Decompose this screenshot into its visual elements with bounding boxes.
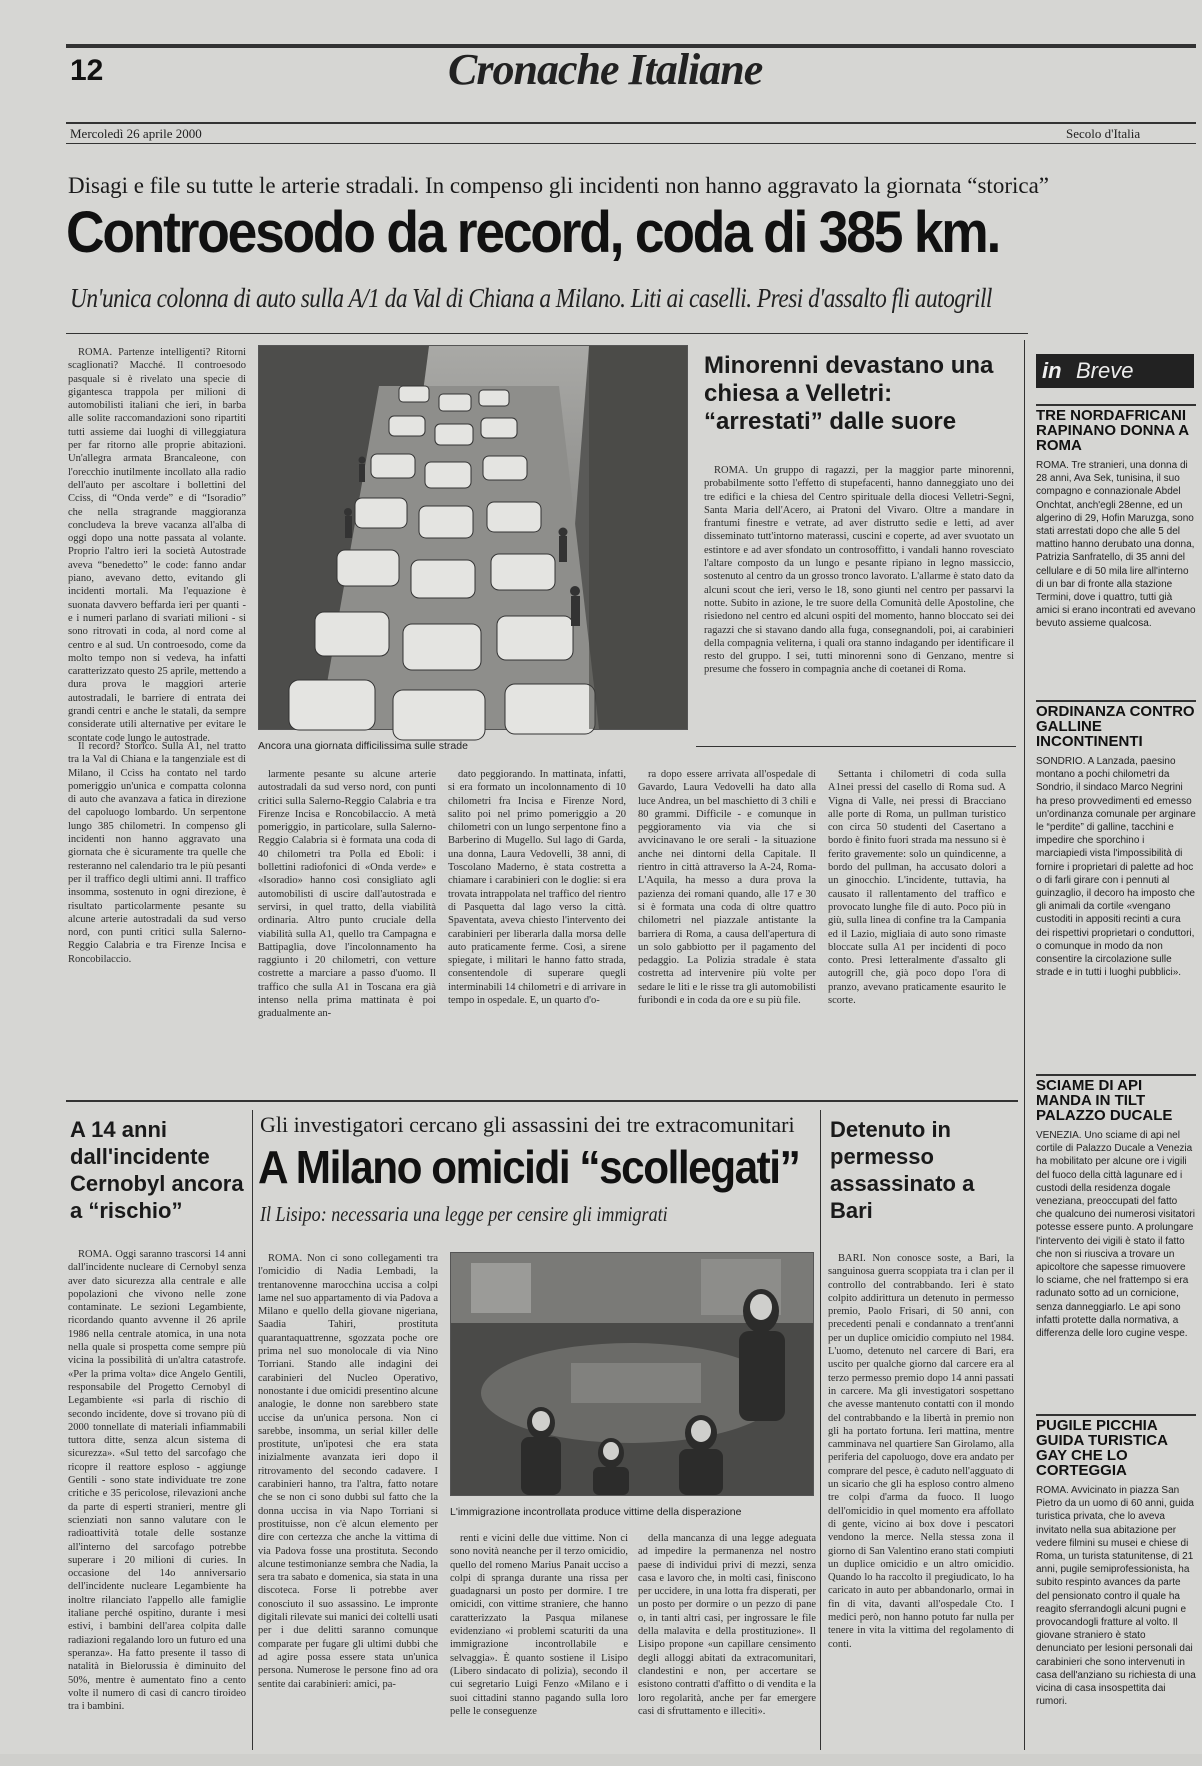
milano-col-1 xyxy=(258,1252,438,1748)
breve-item-1-rule xyxy=(1036,404,1196,406)
main-col-1-bottom xyxy=(68,740,246,1060)
velletri-body-text: ROMA. Un gruppo di ragazzi, per la maggior parte minorenni, probabilmente sotto l'effetto di stupefacenti, hanno danneggiato uno dei tre edifici e la chiesa del Centro spirituale della diocesi Velletri-Segni, Santa Maria dell'Acero, ai Pratoni del Vivaro. Oltre a mandare in frantumi finestre e vetrate, ad aver distrutto sedie e letti, ad aver disseminato tutt'intorno materassi, cuscini e coperte, ad aver svuotato un estintore e ad aver sfondato un controsoffitto, i vandali hanno rovesciato l'altare composto da un lungo e pesante ripiano in legno massiccio, sostenuto al centro da un grosso tronco lavorato. L'allarme è stato dato da alcuni scout che ieri, verso le 18, sono giunti nel centro per passarvi la notte. Subito in azione, le tre suore della Comunità delle Apostoline, che risiedono nel centro ed alcuni ospiti del momento, hanno bloccato sei dei ragazzi che si stavano dando alla fuga, consegnandoli, poi, ai carabinieri della compagnia veliterna, i quali ora stanno indagando per identificare il resto del gruppo. I sei, tutti minorenni sono di Genzano, mentre si presume che fossero in compagnia anche di coetanei di Roma. xyxy=(704,465,1014,676)
date-rule xyxy=(66,143,1196,144)
main-col-1-bottom-text: Il record? Storico. Sulla A1, nel tratto tra la Val di Chiana e la tangenziale est di Milano, il Ccìss ha contato nel tardo pomeriggio un'unica e compatta colonna di auto che avanzava a fatica in direzione del capoluogo lombardo. Un serpentone lungo 385 chilometri. In compenso gli incidenti non hanno aggravato una giornata che è sicuramente tra quelle che resteranno nel calendario tra le più pesanti per il traffico degli ultimi anni. Il traffico insomma, sostenuto in ogni direzione, è risultato particolarmente pesante su alcune arterie autostradali da sud verso nord, con punti critici sulla Salerno-Reggio Calabria e tra Firenze Incisa e Roncobilaccio. xyxy=(68,741,246,965)
cernobyl-headline: A 14 anni dall'incidente Cernobyl ancora a “rischio” xyxy=(70,1117,244,1223)
breve-item-4-headline: PUGILE PICCHIA GUIDA TURISTICA GAY CHE LO CORTEGGIA xyxy=(1036,1417,1168,1479)
sidebar-divider xyxy=(1024,340,1025,1750)
main-col-3-text: dato peggiorando. In mattinata, infatti, si era formato un incolonnamento di 10 chilometri fra Incisa e Firenze Nord, salito poi nel primo pomeriggio a 20 chilometri con un lungo serpentone fino a Barberino di Mugello. Sul lago di Garda, una donna, Laura Vedovelli, 38 anni, di Toscolano Maderno, è stata costretta a chiamare i carabinieri con le doglie: si era trovata intrappolata nel traffico del rientro di Pasquetta dal lago verso la città. Spaventata, aveva chiesto l'intervento dei carabinieri per liberarla dalla morsa delle auto praticamente ferme. Così, a sirene spiegate, i militari le hanno fatto strada, consentendole di superare quegli interminabili 14 chilometri e di arrivare in tempo in ospedale. E, un quarto d'o- xyxy=(448,769,626,1007)
breve-item-2-body: SONDRIO. A Lanzada, paesino montano a pochi chilometri da Sondrio, il sindaco Marco Negrini ha preso provvedimenti ed emesso un'ordinanza comunale per arginare le “perdite” di galline, tacchini e impedire che sporchino i marciapiedi vista l'impossibilità di fornire i proprietari di palette ad hoc o di farli girare con i pennuti al guinzaglio, il decoro ha imposto che gli animali da cortile «vengano custoditi in appositi recinti a cura dei rispettivi proprietari o conduttori, o comunque in modo da non consentire la circolazione sulle strade e in tutti i luoghi pubblici». xyxy=(1036,756,1196,979)
main-col-4 xyxy=(638,768,816,1060)
main-col-5-text: Settanta i chilometri di coda sulla A1nei pressi del casello di Roma sud. A Vigna di Valle, nei pressi di Bracciano alle porte di Roma, un pullman turistico con circa 50 studenti del Casertano a bordo è finito fuori strada ma nessuno si è ferito gravemente: solo un quindicenne, a bordo del pullman, ha accusato dolori a un ginocchio. L'incidente, tuttavia, ha causato il rallentamento del traffico e provocato lunghe file di auto. Poco più in giù, sulla linea di confine tra la Campania ed il Lazio, migliaia di auto sono rimaste bloccate sulla A1 per incidenti di poco conto. Presi letteralmente d'assalto gli autogrill che, già poco dopo l'ora di pranzo, avevano praticamente esaurito le scorte. xyxy=(828,769,1006,1007)
subhead-rule xyxy=(66,333,1028,334)
traffic-photo-caption: Ancora una giornata difficilissima sulle strade xyxy=(258,740,468,752)
immigrants-photo-caption: L'immigrazione incontrollata produce vittime della disperazione xyxy=(450,1506,742,1518)
velletri-body xyxy=(704,464,1014,736)
breve-item-1-headline: TRE NORDAFRICANI RAPINANO DONNA A ROMA xyxy=(1036,407,1189,454)
page-number: 12 xyxy=(70,54,104,87)
in-breve-label-in: in xyxy=(1042,358,1062,383)
paper-name: Secolo d'Italia xyxy=(1066,126,1141,141)
section-title: Cronache Italiane xyxy=(448,45,763,94)
main-headline: Controesodo da record, coda di 385 km. xyxy=(66,200,1000,265)
bari-headline: Detenuto in permesso assassinato a Bari xyxy=(830,1117,975,1223)
milano-col-2-text: renti e vicini delle due vittime. Non ci sono novità neanche per il terzo omicidio, quello del romeno Marius Panait ucciso a colpi di spranga durante una rissa per guadagnarsi un posto per dormire. I tre omicidi, con vittime straniere, che hanno caratterizzato la Pasqua milanese evidenziano «i problemi scaturiti da una immigrazione incontrollabile e selvaggia». È quanto sostiene il Lisipo (Libero sindacato di polizia), secondo il cui segretario Luigi Fenzo «Milano e i suoi cittadini stanno pagando sulla loro pelle le conseguenze xyxy=(450,1533,628,1717)
main-col-2-text: larmente pesante su alcune arterie autostradali da sud verso nord, con punti critici sulla Salerno-Reggio Calabria e tra Firenze Incisa e Roncobilaccio. A metà pomeriggio, in particolare, sulla Salerno-Reggio Calabria si è formata una coda di 40 chilometri tra Polla ed Eboli: i bollettini radiofonici di «Onda verde» e «Isoradio» hanno così consigliato agli automobilisti di uscire dall'autostrada e servirsi, in quel tratto, della viabilità ordinaria. Altro punto cruciale della viabilità sulla A1, quello tra Campagna e Battipaglia, dove l'incolonnamento ha raggiunto i 20 chilometri, con vetture costrette a marciare a passo d'uomo. Il traffico che sulla A1 in Toscana era già intenso nella prima mattinata è poi gradualmente an- xyxy=(258,769,436,1020)
main-subhead: Un'unica colonna di auto sulla A/1 da Val di Chiana a Milano. Liti ai caselli. Presi d'assalto fli autogrill xyxy=(70,283,992,313)
bari-divider xyxy=(820,1110,821,1750)
milano-col-2 xyxy=(450,1532,628,1748)
immigrants-photo xyxy=(450,1252,814,1496)
milano-col-3 xyxy=(638,1532,816,1748)
milano-kicker: Gli investigatori cercano gli assassini dei tre extracomunitari xyxy=(260,1112,795,1137)
main-col-1-top-text: ROMA. Partenze intelligenti? Ritorni scaglionati? Macché. Il controesodo pasquale si è rivelato una specie di gigantesca trappola per milioni di automobilisti italiani che ieri, in barba alle solite raccomandazioni sono ripartiti tutti assieme dai luoghi di villeggiatura per far ritorno alle proprie abitazioni. Un'allegra armata Brancaleone, con l'orecchio inutilmente incollato alla radio dell'auto per ascoltare i bollettini del Cciss, di “Onda verde” e di “Isoradio” che nella stragrande maggioranza concludeva la breve vacanza all'alba di oggi dopo una notte passata al volante. Proprio l'altro ieri la società Autostrade aveva “benedetto” le code: fanno andar piano, avevano detto, evitando gli incidenti mortali. Ma l'equazione è suonata davvero beffarda ieri per quanti - e i numeri parlano di svariati milioni - si sono ritrovati in coda, al nord come al centro e al sud. Un controesodo, come da molto tempo non si vedeva, ha infatti caratterizzato questo 25 aprile, mettendo a dura prova le maggiori arterie autostradali, le barriere di entrata dei grandi centri e anche le statali, da sempre considerate utili alternative per evitare le scontate code lungo le autostrade. xyxy=(68,347,246,744)
main-kicker: Disagi e file su tutte le arterie stradali. In compenso gli incidenti non hanno aggravato la giornata “storica” xyxy=(68,173,1049,198)
velletri-rule xyxy=(696,746,1016,747)
bari-body-text: BARI. Non conosce soste, a Bari, la sanguinosa guerra scoppiata tra i clan per il controllo del contrabbando. Ieri è stato colpito addirittura un detenuto in permesso premio, Paolo Frisari, di 50 anni, con precedenti penali e condannato a trent'anni per un duplice omicidio compiuto nel 1984. L'uomo, detenuto nel carcere di Bari, era uscito per qualche giorno dal carcere era al terzo permesso premio dopo 14 anni passati in carcere. Ma gli investigatori sospettano che avesse mantenuto contatti con il mondo del contrabbando e la libertà in premio non gli ha portato fortuna. Ieri mattina, mentre camminava nel quartiere San Girolamo, alla periferia del capoluogo, dove era andato per comprare del pesce, è caduto nell'agguato di un sicario che gli ha esploso contro almeno tre colpi d'arma da fuoco. Il luogo dell'omicidio in quel momento era affollato di gente, vicino ai box dove i pescatori vendono la merce. Nella stessa zona il giorno di San Valentino erano stati compiuti un duplice omicidio e un altro omicidio. Quando lo ha raccolto il pregiudicato, lo ha caricato in auto per abbandonarlo, ormai in fin di vita, davanti all'ospedale Cto. I medici però, non hanno potuto far nulla per tenere in vita la vittima del regolamento di conti. xyxy=(828,1253,1014,1650)
main-col-4-text: ra dopo essere arrivata all'ospedale di Gavardo, Laura Vedovelli ha dato alla luce Andrea, un bel maschietto di 3 chili e 80 grammi. Difficile - e comunque in peggioramento via via che si avvicinavano le ore serali - la situazione anche nei dintorni della Capitale. Il rientro in città attraverso la A-24, Roma-L'Aquila, ha messo a dura prova la pazienza dei romani quando, alle 17 e 30 si è formata una coda di oltre quattro chilometri nel piazzale antistante la barriera di Roma, a causa dell'apertura di un solo gabbiotto per il pagamento del pedaggio. La Polizia stradale è stata costretta ad intervenire più volte per sedare le liti e le risse tra gli automobilisti furibondi e in coda da ore e su più file. xyxy=(638,769,816,1007)
breve-item-1 xyxy=(1036,404,1196,685)
lower-section-rule xyxy=(66,1100,1018,1102)
breve-item-4-body: ROMA. Avvicinato in piazza San Pietro da un uomo di 60 anni, guida turistica privata, che lo aveva invitato nella sua abitazione per vedere filmini su musei e chiese di Roma, un turista statunitense, di 21 anni, pugile semiprofessionista, ha subito respinto avances da parte del pensionato contro il quale ha reagito sferrandogli alcuni pugni e provocandogli fratture al volto. Il giovane straniero è stato denunciato per lesioni personali dai carabinieri che sono intervenuti in casa dell'anziano su richiesta di una vicina di casa insospettita dai rumori. xyxy=(1036,1485,1196,1708)
breve-item-4-rule xyxy=(1036,1414,1196,1416)
breve-item-2-rule xyxy=(1036,700,1196,702)
main-col-2 xyxy=(258,768,436,1060)
velletri-headline: Minorenni devastano una chiesa a Velletri: “arrestati” dalle suore xyxy=(704,352,994,435)
issue-date: Mercoledì 26 aprile 2000 xyxy=(70,126,202,141)
breve-item-3-rule xyxy=(1036,1074,1196,1076)
masthead-rule xyxy=(66,122,1196,124)
main-col-3 xyxy=(448,768,626,1060)
milano-col-3-text: della mancanza di una legge adeguata ad impedire la permanenza nel nostro paese di individui privi di mezzi, senza casa e lavoro che, in molti casi, finiscono per uccidere, in una lotta fra disperati, per un posto per dormire o un pezzo di pane o, in tanti altri casi, per ingrossare le file della malavita e della prostituzione». Il Lisipo propone «un capillare censimento degli alloggi abitati da extracomunitari, clandestini e non, per accertare se esistono contratti d'affitto o di vendita e la loro regolarità, anche per far emergere casi di sfruttamento e illeciti». xyxy=(638,1533,816,1717)
breve-item-3-body: VENEZIA. Uno sciame di api nel cortile di Palazzo Ducale a Venezia ha mobilitato per alcune ore i vigili del fuoco della città lagunare ed i custodi della residenza dogale veneziana, preoccupati del fatto che qualcuno dei numerosi visitatori potesse essere punto. A prolungare l'intervento dei vigili è stato il fatto che non si riusciva a trovare un apicoltore che sapesse rimuovere lo sciame, che nel frattempo si era radunato sotto ad un cornicione, senza danneggiarlo. Le api sono infatti protette dalla normativa, a differenza delle loro cugine vespe. xyxy=(1036,1130,1195,1340)
cernobyl-body xyxy=(68,1248,246,1748)
breve-item-2-headline: ORDINANZA CONTRO GALLINE INCONTINENTI xyxy=(1036,703,1195,750)
traffic-photo xyxy=(258,345,688,730)
milano-subhead: Il Lisipo: necessaria una legge per censire gli immigrati xyxy=(260,1202,668,1226)
breve-item-3-headline: SCIAME DI API MANDA IN TILT PALAZZO DUCALE xyxy=(1036,1077,1173,1124)
milano-col-1-text: ROMA. Non ci sono collegamenti tra l'omicidio di Nadia Lembadi, la trentanovenne marocchina uccisa a colpi lame nel suo appartamento di via Padova a Milano e quello della giovane nigeriana, Saadia Tahiri, prostituta quarantaquattrenne, sgozzata poche ore prima nel suo monolocale di via Nino Torriani. Stando alle indagini dei carabinieri del Nucleo Operativo, nonostante i due omicidi presentino alcune analogie, le donne non sarebbero state uccise da un'unica persona. Non ci sarebbe, insomma, un serial killer delle prostitute, un'ipotesi che era stata inizialmente avanzata ieri dopo il ritrovamento del secondo cadavere. I carabinieri hanno, tra l'altra, fatto notare che se non ci sono dubbi sul fatto che la donna uccisa in via Napo Torriani si prostituisse, non c'è alcun elemento per dire con certezza che anche la vittima di via Padova fosse una prostituta. Secondo alcune testimonianze sembra che Nadia, la sera tra sabato e domenica, sia stata in una discoteca. Forse lì potrebbe aver conosciuto il suo assassino. Le impronte digitali rilevate sui manici dei coltelli usati per i due delitti saranno comunque comparate per fugare gli ultimi dubbi che ad agire possa essere stata un'unica persona. Numerose le persone fino ad ora sentite dai carabinieri: amici, pa- xyxy=(258,1253,438,1690)
bari-body xyxy=(828,1252,1014,1748)
breve-item-1-body: ROMA. Tre stranieri, una donna di 28 anni, Ava Sek, tunisina, il suo compagno e connazionale Abdel Onchtat, anch'egli 28enne, ed un algerino di 29, Hofin Maruzga, sono stati arrestati dopo che alle 5 del mattino hanno derubato una donna, Patrizia Sanfratello, di 35 anni del cellulare e di 50 mila lire all'interno di un bar di fronte alla stazione Termini, dove i quattro, tutti già amici si erano incontrati ed avevano bevuto assieme qualcosa. xyxy=(1036,460,1196,630)
breve-item-3 xyxy=(1036,1074,1196,1451)
milano-headline: A Milano omicidi “scollegati” xyxy=(258,1141,800,1193)
breve-item-4 xyxy=(1036,1414,1196,1766)
in-breve-banner xyxy=(1036,354,1194,388)
main-col-5 xyxy=(828,768,1006,1060)
cernobyl-divider xyxy=(252,1110,253,1750)
breve-item-2 xyxy=(1036,700,1196,1099)
main-col-1-top xyxy=(68,346,246,744)
cernobyl-body-text: ROMA. Oggi saranno trascorsi 14 anni dall'incidente nucleare di Cernobyl senza aver dato sicurezza alla centrale e alle popolazioni che vivono nelle zone contaminate. Le sezioni Legambiente, ricordando quanto avvenne il 26 aprile 1986 nella centrale atomica, in una nota nella quale si prospetta come sempre più vicina la possibilità di un'altra catastrofe. «Per la prima volta» dice Angelo Gentili, responsabile del Progetto Cernobyl di Legambiente «si parla di rischio di secondo incidente, dove si trovano più di 2000 tonnellate di materiali infiammabili tuttora ditte, senza alcun sistema di sicurezza». «Sul tetto del sarcofago che ricopre il reattore esploso - aggiunge Gentili - sono state individuate tre zone critiche e 35 pericolose, rilevazioni anche da parte di esperti stranieri, mentre gli scienziati non sanno valutare con le radioattività totale delle sostanze all'interno del sarcofago potrebbe superare i 20 milioni di curies. In occasione del 14o anniversario dell'incidente nucleare Legambiente ha inoltre rilanciato l'appello alle famiglie italiane perché ospitino, durante i mesi estivi, i bambini dell'area colpita dalle radiazioni regalando loro un futuro ed una speranza». Ha fatto presente il tasso di natalità in Bielorussia è diminuito del 50%, mentre è aumentato fino a cento volte il numero di casi di cancro tiroideo tra i bambini. xyxy=(68,1249,246,1713)
in-breve-label-breve: Breve xyxy=(1076,358,1134,383)
